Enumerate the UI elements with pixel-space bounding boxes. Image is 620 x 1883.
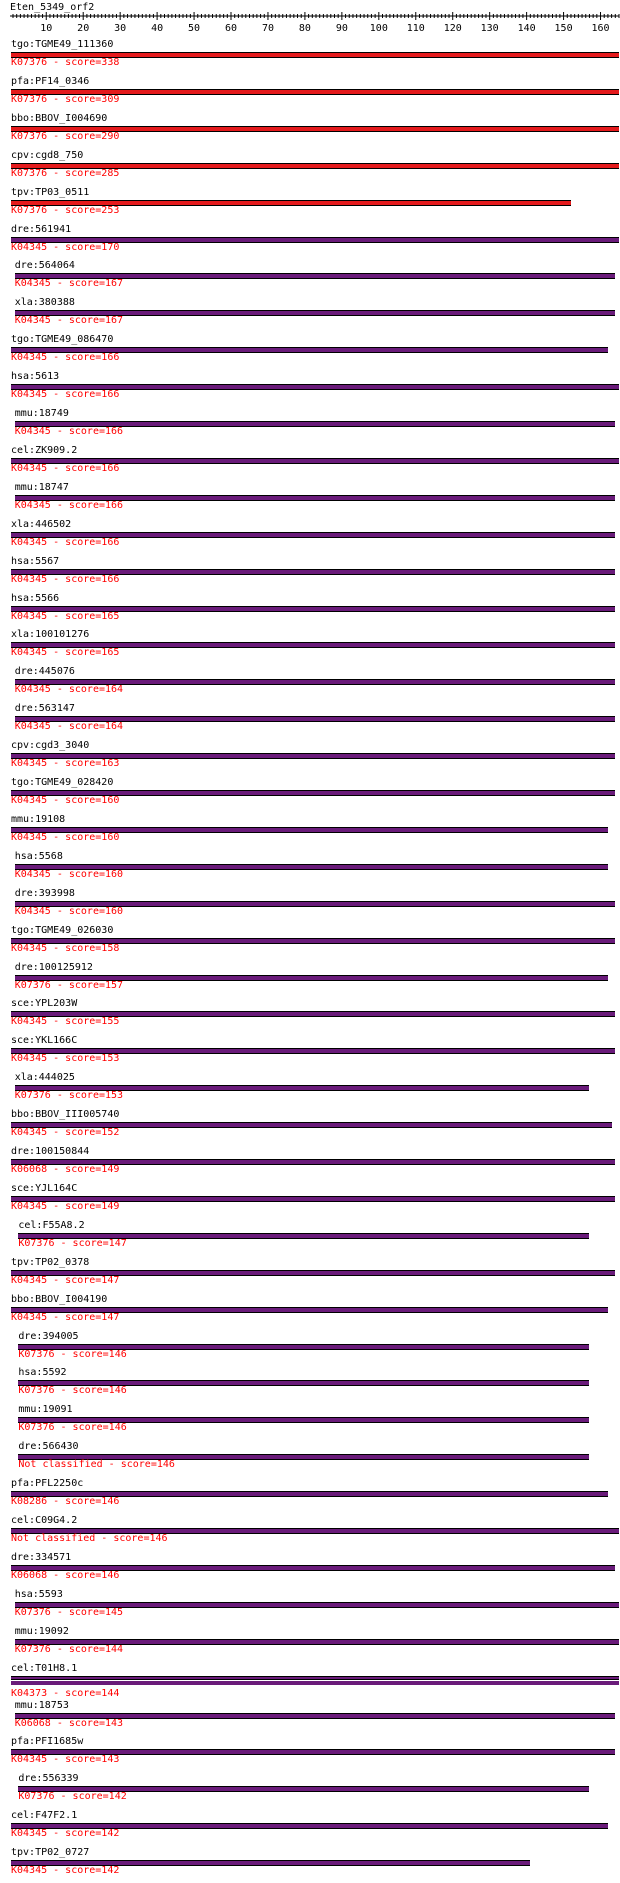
hit-row bbox=[0, 1146, 620, 1182]
ruler-tick-label: 140 bbox=[517, 23, 536, 34]
hit-row bbox=[0, 740, 620, 776]
hit-row bbox=[0, 851, 620, 887]
hit-score-label: K07376 - score=290 bbox=[11, 130, 120, 142]
hit-row bbox=[0, 629, 620, 665]
hit-score-label: K04373 - score=144 bbox=[11, 1687, 120, 1699]
hit-row bbox=[0, 408, 620, 444]
hit-score-label: K07376 - score=142 bbox=[18, 1791, 127, 1803]
hit-score-label: K04345 - score=166 bbox=[11, 536, 120, 548]
hit-row bbox=[0, 593, 620, 629]
hit-name-link[interactable]: dre:100125912 bbox=[14, 961, 93, 973]
ruler-tick-label: 60 bbox=[224, 23, 238, 34]
hit-score-label: Not classified - score=146 bbox=[11, 1533, 168, 1544]
hit-name-link[interactable]: sce:YKL166C bbox=[11, 1035, 78, 1047]
ruler-tick-label: 50 bbox=[188, 23, 201, 34]
hit-row bbox=[0, 1478, 620, 1514]
hit-score-label: K04345 - score=166 bbox=[11, 389, 120, 401]
hit-name-link[interactable]: cel:C09G4.2 bbox=[11, 1515, 78, 1526]
hit-score-label: K04345 - score=165 bbox=[11, 610, 120, 622]
hit-row bbox=[0, 1663, 620, 1699]
hit-score-label: K07376 - score=146 bbox=[18, 1385, 127, 1397]
hit-name-link[interactable]: pfa:PF14_0346 bbox=[11, 75, 90, 87]
ruler-tick-label: 120 bbox=[443, 23, 462, 34]
hit-row bbox=[0, 1515, 620, 1551]
hit-name-link[interactable]: tpv:TP02_0378 bbox=[11, 1256, 90, 1268]
hit-row bbox=[0, 1810, 620, 1846]
query-title: Eten_5349_orf2 bbox=[10, 2, 95, 13]
hit-name-link[interactable]: mmu:18753 bbox=[14, 1699, 69, 1711]
hit-score-label: K04345 - score=160 bbox=[11, 795, 120, 806]
hit-row bbox=[0, 1257, 620, 1293]
hit-row bbox=[0, 445, 620, 481]
hit-row bbox=[0, 260, 620, 296]
hit-row bbox=[0, 1183, 620, 1219]
hit-score-label: K04345 - score=167 bbox=[14, 278, 124, 290]
hit-row bbox=[0, 150, 620, 186]
hit-name-link[interactable]: hsa:5566 bbox=[11, 592, 60, 604]
hit-score-label: K04345 - score=165 bbox=[11, 647, 120, 659]
hit-row bbox=[0, 1367, 620, 1403]
hit-row bbox=[0, 187, 620, 223]
hit-score-label: K04345 - score=158 bbox=[11, 942, 120, 954]
hit-score-label: K07376 - score=145 bbox=[14, 1606, 124, 1618]
hit-name-link[interactable]: cpv:cgd8_750 bbox=[11, 149, 84, 161]
hit-row bbox=[0, 1700, 620, 1736]
hit-name-link[interactable]: bbo:BBOV_I004190 bbox=[11, 1293, 108, 1305]
hit-name-link[interactable]: cel:F47F2.1 bbox=[11, 1810, 78, 1822]
hit-score-label: K07376 - score=153 bbox=[14, 1090, 124, 1102]
hit-row bbox=[0, 113, 620, 149]
ruler-tick-label: 130 bbox=[480, 23, 499, 34]
hit-name-link[interactable]: xla:380388 bbox=[14, 297, 75, 309]
hit-row bbox=[0, 814, 620, 850]
hit-row bbox=[0, 1626, 620, 1662]
hit-row bbox=[0, 1035, 620, 1071]
hit-name-link[interactable]: dre:334571 bbox=[11, 1551, 72, 1563]
hit-score-label: K04345 - score=164 bbox=[14, 684, 124, 696]
ruler-tick-label: 10 bbox=[40, 23, 53, 34]
alignment-bar[interactable] bbox=[11, 1676, 619, 1680]
hit-score-label: K07376 - score=147 bbox=[18, 1237, 127, 1249]
hit-score-label: K04345 - score=155 bbox=[11, 1016, 120, 1028]
hit-row bbox=[0, 519, 620, 555]
hit-row bbox=[0, 334, 620, 370]
hit-name-link[interactable]: tgo:TGME49_028420 bbox=[11, 777, 114, 788]
hit-name-link[interactable]: cel:ZK909.2 bbox=[11, 444, 78, 456]
hit-row bbox=[0, 1220, 620, 1256]
hit-name-link[interactable]: dre:394005 bbox=[18, 1330, 79, 1342]
hit-name-link[interactable]: tgo:TGME49_086470 bbox=[11, 334, 114, 346]
hit-row bbox=[0, 1441, 620, 1477]
hit-score-label: K04345 - score=166 bbox=[11, 352, 120, 364]
hit-row bbox=[0, 1109, 620, 1145]
hit-name-link[interactable]: tgo:TGME49_026030 bbox=[11, 924, 114, 936]
hit-score-label: K04345 - score=147 bbox=[11, 1311, 120, 1323]
hit-name-link[interactable]: sce:YPL203W bbox=[11, 998, 78, 1010]
hit-row bbox=[0, 1773, 620, 1809]
hit-row bbox=[0, 39, 620, 75]
hit-name-link[interactable]: hsa:5568 bbox=[14, 850, 63, 862]
hit-row bbox=[0, 1589, 620, 1625]
hit-row bbox=[0, 925, 620, 961]
hit-score-label: K04345 - score=149 bbox=[11, 1200, 120, 1212]
hit-name-link[interactable]: dre:566430 bbox=[18, 1441, 79, 1453]
hit-score-label: K06068 - score=146 bbox=[11, 1569, 120, 1581]
hit-name-link[interactable]: hsa:5592 bbox=[18, 1367, 67, 1379]
hit-name-link[interactable]: tpv:TP02_0727 bbox=[11, 1847, 90, 1859]
hit-name-link[interactable]: cpv:cgd3_3040 bbox=[11, 740, 90, 752]
hit-score-label: K04345 - score=142 bbox=[11, 1865, 120, 1877]
hit-score-label: K04345 - score=166 bbox=[11, 573, 120, 585]
hit-score-label: K07376 - score=285 bbox=[11, 167, 120, 179]
hit-score-label: K04345 - score=166 bbox=[11, 462, 120, 474]
hit-name-link[interactable]: mmu:19092 bbox=[14, 1625, 69, 1637]
hit-row bbox=[0, 1736, 620, 1772]
hit-row bbox=[0, 998, 620, 1034]
hit-score-label: K04345 - score=160 bbox=[14, 868, 124, 880]
hit-name-link[interactable]: cel:T01H8.1 bbox=[11, 1662, 78, 1674]
hit-name-link[interactable]: bbo:BBOV_III005740 bbox=[11, 1109, 120, 1121]
hit-score-label: K04345 - score=167 bbox=[14, 315, 124, 327]
hit-row bbox=[0, 777, 620, 813]
hit-name-link[interactable]: hsa:5593 bbox=[14, 1588, 63, 1600]
hit-score-label: K04345 - score=166 bbox=[14, 499, 124, 511]
hit-name-link[interactable]: xla:446502 bbox=[11, 518, 72, 530]
hit-row bbox=[0, 666, 620, 702]
ruler-tick-label: 90 bbox=[335, 23, 348, 34]
hit-name-link[interactable]: hsa:5613 bbox=[11, 371, 60, 383]
hit-name-link[interactable]: mmu:19091 bbox=[18, 1404, 73, 1416]
hit-name-link[interactable]: mmu:19108 bbox=[11, 813, 66, 825]
ruler-tick-label: 40 bbox=[151, 23, 164, 34]
hit-name-link[interactable]: dre:445076 bbox=[14, 666, 75, 678]
hit-name-link[interactable]: pfa:PFI1685w bbox=[11, 1736, 84, 1748]
hit-row bbox=[0, 1331, 620, 1367]
hit-row bbox=[0, 1294, 620, 1330]
hit-score-label: K04345 - score=163 bbox=[11, 758, 120, 770]
hit-score-label: K07376 - score=146 bbox=[18, 1348, 127, 1360]
hit-row bbox=[0, 703, 620, 739]
hit-score-label: K04345 - score=143 bbox=[11, 1754, 120, 1766]
hit-name-link[interactable]: cel:F55A8.2 bbox=[18, 1219, 85, 1231]
hit-name-link[interactable]: xla:444025 bbox=[14, 1072, 75, 1084]
hit-row bbox=[0, 76, 620, 112]
hit-name-link[interactable]: pfa:PFL2250c bbox=[11, 1478, 84, 1490]
hit-score-label: K07376 - score=253 bbox=[11, 204, 120, 216]
hit-name-link[interactable]: dre:393998 bbox=[14, 887, 75, 899]
hit-score-label: K07376 - score=157 bbox=[14, 979, 124, 991]
hit-name-link[interactable]: hsa:5567 bbox=[11, 555, 60, 567]
hit-score-label: K06068 - score=143 bbox=[14, 1717, 124, 1729]
ruler-tick-label: 160 bbox=[591, 23, 610, 34]
hit-name-link[interactable]: sce:YJL164C bbox=[11, 1182, 78, 1194]
ruler-tick-label: 70 bbox=[261, 23, 274, 34]
hit-name-link[interactable]: dre:100150844 bbox=[11, 1146, 90, 1157]
hit-name-link[interactable]: dre:556339 bbox=[18, 1773, 79, 1785]
hit-name-link[interactable]: dre:564064 bbox=[14, 260, 75, 272]
hit-score-label: K04345 - score=160 bbox=[11, 831, 120, 843]
hit-name-link[interactable]: mmu:18747 bbox=[14, 481, 69, 493]
hit-score-label: K04345 - score=142 bbox=[11, 1828, 120, 1840]
hit-score-label: K04345 - score=160 bbox=[14, 905, 124, 917]
hit-row bbox=[0, 888, 620, 924]
hit-score-label: K04345 - score=153 bbox=[11, 1053, 120, 1065]
ruler-tick-label: 80 bbox=[298, 23, 311, 34]
ruler-tick-label: 30 bbox=[114, 23, 127, 34]
hit-row bbox=[0, 1072, 620, 1108]
hit-score-label: K07376 - score=144 bbox=[14, 1643, 124, 1655]
hit-name-link[interactable]: tpv:TP03_0511 bbox=[11, 186, 90, 198]
ruler-tick-label: 20 bbox=[77, 23, 90, 34]
hit-name-link[interactable]: tgo:TGME49_111360 bbox=[11, 39, 114, 50]
hit-score-label: K08286 - score=146 bbox=[11, 1496, 120, 1508]
ruler-tick-label: 110 bbox=[406, 23, 425, 34]
ruler-tick-label: 100 bbox=[369, 23, 388, 34]
hit-row bbox=[0, 297, 620, 333]
ruler-tick-label: 150 bbox=[554, 23, 573, 34]
hit-score-label: Not classified - score=146 bbox=[18, 1459, 175, 1471]
hit-score-label: K06068 - score=149 bbox=[11, 1164, 120, 1175]
hit-name-link[interactable]: xla:100101276 bbox=[11, 629, 90, 641]
hit-score-label: K04345 - score=166 bbox=[14, 426, 124, 437]
hit-row bbox=[0, 482, 620, 518]
hit-row bbox=[0, 224, 620, 260]
hit-row bbox=[0, 1552, 620, 1588]
hit-name-link[interactable]: dre:563147 bbox=[14, 703, 75, 715]
hit-score-label: K07376 - score=338 bbox=[11, 57, 120, 68]
hit-score-label: K04345 - score=170 bbox=[11, 241, 120, 253]
hit-name-link[interactable]: mmu:18749 bbox=[14, 408, 69, 419]
hit-name-link[interactable]: bbo:BBOV_I004690 bbox=[11, 112, 108, 124]
hit-row bbox=[0, 556, 620, 592]
hit-row bbox=[0, 371, 620, 407]
hit-name-link[interactable]: dre:561941 bbox=[11, 223, 72, 235]
hit-row bbox=[0, 962, 620, 998]
hit-score-label: K04345 - score=152 bbox=[11, 1127, 120, 1139]
hit-score-label: K07376 - score=146 bbox=[18, 1422, 127, 1434]
hit-score-label: K04345 - score=164 bbox=[14, 721, 124, 733]
hit-row bbox=[0, 1404, 620, 1440]
hit-score-label: K07376 - score=309 bbox=[11, 93, 120, 105]
hit-row bbox=[0, 1847, 620, 1883]
hit-score-label: K04345 - score=147 bbox=[11, 1274, 120, 1286]
